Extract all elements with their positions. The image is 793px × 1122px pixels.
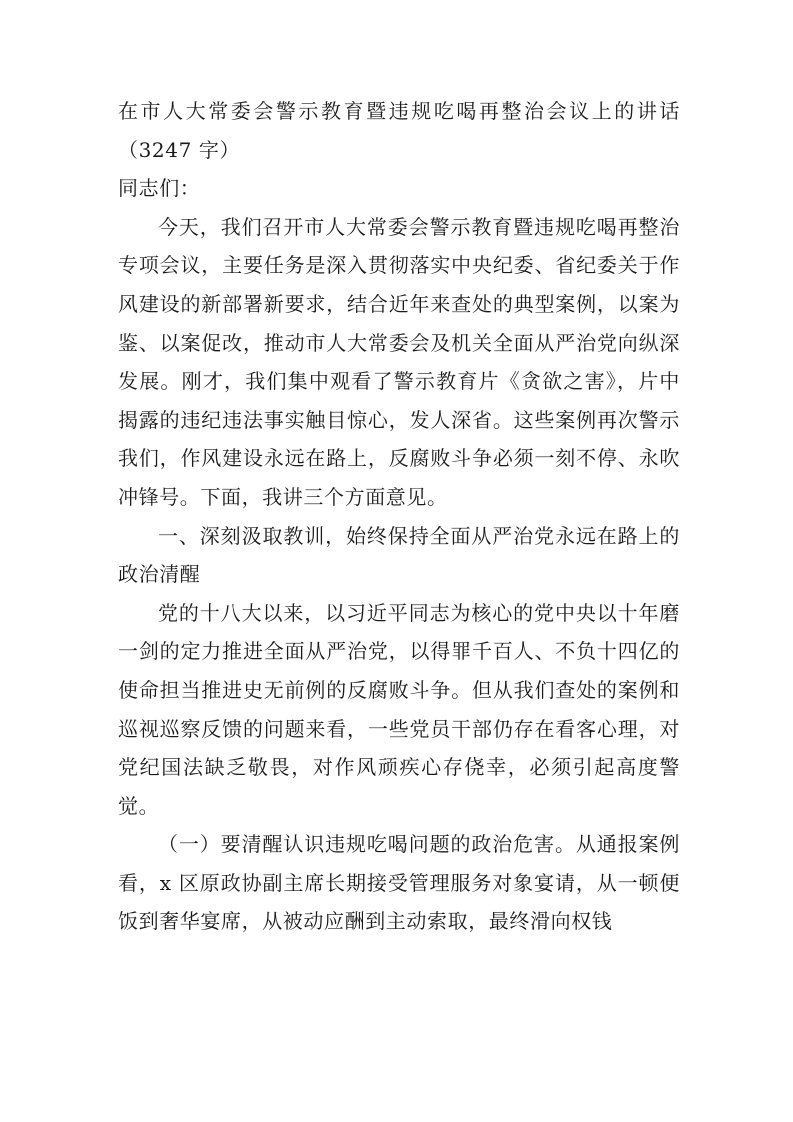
section-heading-1: 一、深刻汲取教训，始终保持全面从严治党永远在路上的政治清醒 [118,523,680,587]
document-body [118,92,680,941]
salutation: 同志们： [118,176,201,201]
paragraph-opening: 今天，我们召开市人大常委会警示教育暨违规吃喝再整治专项会议，主要任务是深入贯彻落实中央纪委、省纪委关于作风建设的新部署新要求，结合近年来查处的典型案例，以案为鉴、以案促改，推动市人大常委会及机关全面从严治党向纵深发展。刚才，我们集中观看了警示教育片《贪欲之害》，片中揭露的违纪违法事实触目惊心，发人深省。这些案例再次警示我们，作风建设永远在路上，反腐败斗争必须一刻不停、永吹冲锋号。下面，我讲三个方面意见。 [118,214,680,509]
paragraph-section-1: 党的十八大以来，以习近平同志为核心的党中央以十年磨一剑的定力推进全面从严治党，以得罪千百人、不负十四亿的使命担当推进史无前例的反腐败斗争。但从我们查处的案例和巡视巡察反馈的问题来看，一些党员干部仍存在看客心理，对党纪国法缺乏敬畏，对作风顽疾心存侥幸，必须引起高度警觉。 [118,600,680,818]
word-count: （3247 字） [118,137,241,162]
document-title: 在市人大常委会警示教育暨违规吃喝再整治会议上的讲话 [118,99,680,123]
paragraph-subsection-1: （一）要清醒认识违规吃喝问题的政治危害。从通报案例看，x 区原政协副主席长期接受管理服务对象宴请，从一顿便饭到奢华宴席，从被动应酬到主动索取，最终滑向权钱 [118,832,680,934]
